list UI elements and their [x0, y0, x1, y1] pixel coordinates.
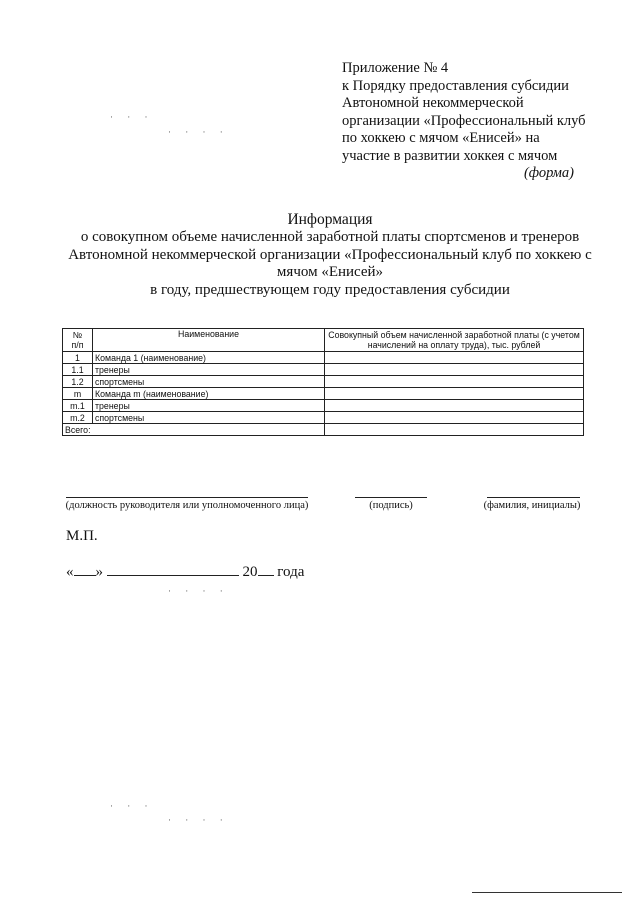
- salary-table: [62, 328, 584, 436]
- header-num: № п/п: [63, 329, 93, 352]
- header-name: Наименование: [93, 329, 325, 352]
- position-caption: (должность руководителя или уполномоченного лица): [65, 500, 309, 511]
- table-header-row: [63, 329, 584, 352]
- title-heading: Информация: [287, 211, 373, 228]
- row-num: 1.2: [63, 376, 93, 388]
- header-amount: Совокупный объем начисленной заработной платы (с учетом начислений на оплату труда), тыс. рублей: [325, 329, 584, 352]
- annex-line: участие в развитии хоккея с мячом: [342, 147, 558, 164]
- row-num: m: [63, 388, 93, 400]
- title-line: о совокупном объеме начисленной заработной платы спортсменов и тренеров: [80, 228, 580, 245]
- scan-specks: · · ·: [110, 112, 154, 122]
- annex-block: [342, 60, 592, 183]
- annex-line: Автономной некоммерческой: [342, 95, 524, 111]
- table-row: [63, 388, 584, 400]
- row-amount: [325, 388, 584, 400]
- total-amount: [325, 424, 584, 436]
- year-suffix: года: [277, 564, 305, 580]
- annex-line: Приложение № 4: [342, 60, 449, 76]
- bottom-rule: [472, 892, 622, 893]
- row-name: Команда m (наименование): [93, 388, 325, 400]
- table-row: [63, 412, 584, 424]
- signature-caption: (подпись): [369, 500, 413, 511]
- position-line: [66, 497, 308, 498]
- row-amount: [325, 376, 584, 388]
- month-blank: [107, 562, 239, 576]
- document-title: [40, 211, 620, 300]
- table-total-row: [63, 424, 584, 436]
- table-row: [63, 400, 584, 412]
- name-caption: (фамилия, инициалы): [483, 500, 581, 511]
- year-prefix: 20: [242, 564, 258, 580]
- row-name: тренеры: [93, 364, 325, 376]
- form-label: (форма): [523, 165, 574, 181]
- row-name: спортсмены: [93, 376, 325, 388]
- title-line: мячом «Енисей»: [276, 264, 384, 281]
- table-row: [63, 352, 584, 364]
- stamp-label: М.П.: [66, 528, 98, 544]
- row-num: 1: [63, 352, 93, 364]
- row-amount: [325, 364, 584, 376]
- table-row: [63, 364, 584, 376]
- scan-specks: · · · ·: [168, 586, 229, 596]
- date-line: [66, 562, 304, 581]
- row-name: тренеры: [93, 400, 325, 412]
- day-blank: [74, 562, 96, 576]
- annex-line: к Порядку предоставления субсидии: [342, 77, 569, 94]
- row-amount: [325, 352, 584, 364]
- scan-specks: · · · ·: [168, 815, 229, 825]
- year-blank: [258, 562, 274, 576]
- signature-line: [355, 497, 427, 498]
- scan-specks: · · · ·: [168, 127, 229, 137]
- row-amount: [325, 400, 584, 412]
- name-line: [487, 497, 580, 498]
- title-line: в году, предшествующем году предоставления субсидии: [150, 282, 510, 299]
- total-label: Всего:: [63, 424, 325, 436]
- row-num: m.2: [63, 412, 93, 424]
- row-name: спортсмены: [93, 412, 325, 424]
- row-num: m.1: [63, 400, 93, 412]
- scan-specks: · · ·: [110, 801, 154, 811]
- row-name: Команда 1 (наименование): [93, 352, 325, 364]
- annex-line: по хоккею с мячом «Енисей» на: [342, 130, 540, 146]
- title-line: Автономной некоммерческой организации «Профессиональный клуб по хоккею с: [68, 246, 592, 263]
- table-row: [63, 376, 584, 388]
- row-amount: [325, 412, 584, 424]
- annex-line: организации «Профессиональный клуб: [342, 112, 586, 129]
- row-num: 1.1: [63, 364, 93, 376]
- date-open-quote: «: [66, 564, 74, 580]
- date-close-quote: »: [95, 564, 103, 580]
